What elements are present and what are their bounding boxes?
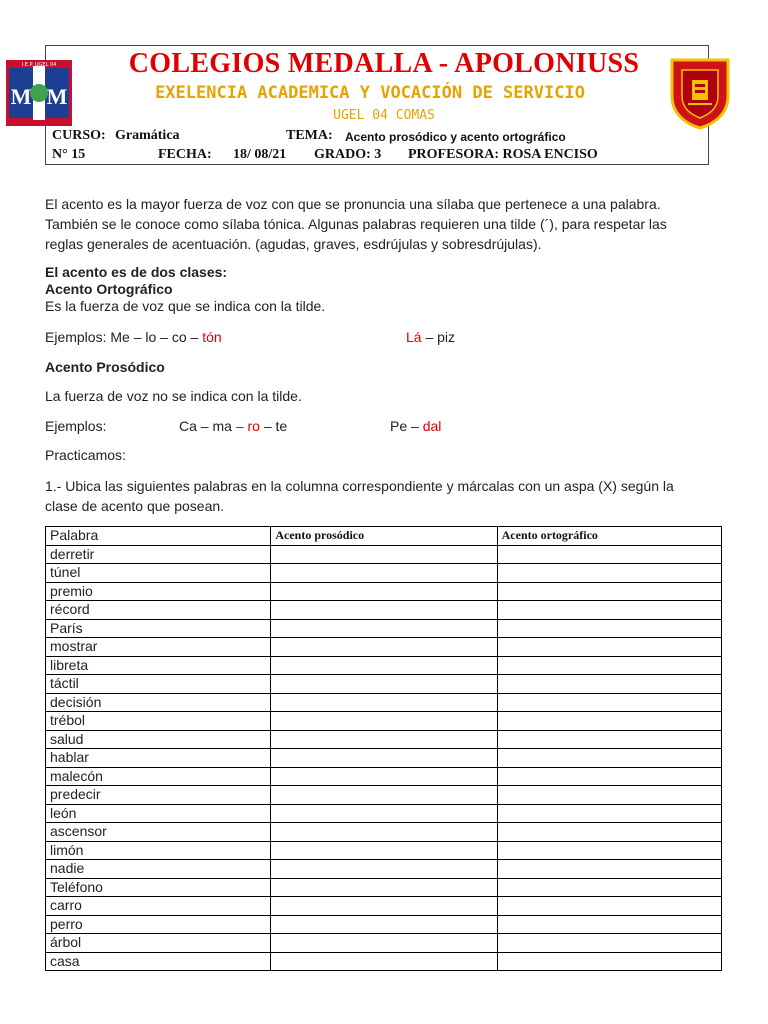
table-row	[46, 545, 722, 564]
column-header-palabra: Palabra	[46, 527, 271, 546]
table-row	[46, 601, 722, 620]
prosodico-answer-cell[interactable]	[271, 582, 497, 601]
table-row	[46, 952, 722, 971]
word-cell: ascensor	[46, 823, 271, 842]
prosodico-example-1	[179, 418, 287, 434]
word-cell: árbol	[46, 934, 271, 953]
table-row	[46, 934, 722, 953]
ortografico-answer-cell[interactable]	[497, 638, 721, 657]
prosodico-answer-cell[interactable]	[271, 564, 497, 583]
prosodico-answer-cell[interactable]	[271, 601, 497, 620]
word-cell: perro	[46, 915, 271, 934]
practice-instruction-line-1: 1.- Ubica las siguientes palabras en la columna correspondiente y márcalas con un aspa (X) según la	[45, 478, 674, 494]
ortografico-answer-cell[interactable]	[497, 675, 721, 694]
word-cell: trébol	[46, 712, 271, 731]
prosodico-example-2-pre: Pe –	[390, 418, 423, 434]
ortografico-example-1-syllables: Ejemplos: Me – lo – co –	[45, 329, 203, 345]
fecha-label: FECHA:	[158, 147, 212, 162]
table-row	[46, 897, 722, 916]
ortografico-answer-cell[interactable]	[497, 823, 721, 842]
word-cell: limón	[46, 841, 271, 860]
word-cell: Teléfono	[46, 878, 271, 897]
word-cell: salud	[46, 730, 271, 749]
table-row	[46, 564, 722, 583]
ortografico-answer-cell[interactable]	[497, 841, 721, 860]
prosodico-answer-cell[interactable]	[271, 545, 497, 564]
table-row	[46, 767, 722, 786]
prosodico-answer-cell[interactable]	[271, 860, 497, 879]
ortografico-answer-cell[interactable]	[497, 897, 721, 916]
prosodico-example-2-stress: dal	[422, 418, 442, 434]
prosodico-answer-cell[interactable]	[271, 915, 497, 934]
ortografico-answer-cell[interactable]	[497, 712, 721, 731]
ortografico-answer-cell[interactable]	[497, 619, 721, 638]
prosodico-answer-cell[interactable]	[271, 712, 497, 731]
prosodico-example-1-stress: – ro	[235, 418, 260, 434]
table-row	[46, 693, 722, 712]
table-row	[46, 841, 722, 860]
word-cell: hablar	[46, 749, 271, 768]
prosodico-answer-cell[interactable]	[271, 749, 497, 768]
prosodico-answer-cell[interactable]	[271, 823, 497, 842]
table-row	[46, 878, 722, 897]
word-cell: mostrar	[46, 638, 271, 657]
table-row	[46, 823, 722, 842]
grado-label: GRADO: 3	[314, 147, 382, 162]
intro-paragraph	[45, 194, 725, 254]
ortografico-answer-cell[interactable]	[497, 601, 721, 620]
ortografico-answer-cell[interactable]	[497, 952, 721, 971]
table-row	[46, 786, 722, 805]
prosodico-answer-cell[interactable]	[271, 693, 497, 712]
ortografico-answer-cell[interactable]	[497, 878, 721, 897]
curso-value: Gramática	[115, 128, 180, 143]
prosodico-answer-cell[interactable]	[271, 841, 497, 860]
ugel-label: UGEL 04 COMAS	[333, 108, 435, 123]
prosodico-answer-cell[interactable]	[271, 878, 497, 897]
ortografico-answer-cell[interactable]	[497, 564, 721, 583]
table-row	[46, 638, 722, 657]
school-motto: EXELENCIA ACADEMICA Y VOCACIÓN DE SERVICIO	[155, 83, 585, 103]
ortografico-answer-cell[interactable]	[497, 860, 721, 879]
intro-line-2: También se le conoce como sílaba tónica. Algunas palabras requieren una tilde (´), para respetar las	[45, 216, 667, 232]
ortografico-example-2-stress: Lá	[406, 329, 422, 345]
table-row	[46, 915, 722, 934]
prosodico-example-1-pre: Ca – ma	[179, 418, 236, 434]
tema-value: Acento prosódico y acento ortográfico	[345, 130, 566, 144]
ortografico-answer-cell[interactable]	[497, 749, 721, 768]
worksheet-number: N° 15	[52, 147, 86, 162]
ortografico-answer-cell[interactable]	[497, 915, 721, 934]
ortografico-example-2	[406, 329, 455, 345]
word-cell: decisión	[46, 693, 271, 712]
ortografico-example-1	[45, 329, 222, 345]
ortografico-heading: Acento Ortográfico	[45, 281, 173, 297]
prosodico-answer-cell[interactable]	[271, 730, 497, 749]
column-header-ortografico: Acento ortográfico	[497, 527, 721, 546]
word-cell: león	[46, 804, 271, 823]
column-header-prosodico: Acento prosódico	[271, 527, 497, 546]
table-row	[46, 860, 722, 879]
tema-label: TEMA:	[286, 128, 333, 143]
word-cell: libreta	[46, 656, 271, 675]
table-header-row	[46, 527, 722, 546]
practice-instruction-line-2: clase de acento que posean.	[45, 498, 225, 514]
word-cell: casa	[46, 952, 271, 971]
practice-instruction	[45, 476, 725, 516]
table-row	[46, 712, 722, 731]
prosodico-examples-label: Ejemplos:	[45, 418, 107, 434]
logo-left-letter-2: M	[46, 84, 68, 109]
prosodico-answer-cell[interactable]	[271, 619, 497, 638]
prosodico-answer-cell[interactable]	[271, 767, 497, 786]
accent-classification-table	[45, 526, 722, 971]
word-cell: nadie	[46, 860, 271, 879]
table-row	[46, 619, 722, 638]
profesora-label: PROFESORA: ROSA ENCISO	[408, 147, 598, 162]
prosodico-heading: Acento Prosódico	[45, 359, 165, 375]
word-cell: París	[46, 619, 271, 638]
prosodico-definition: La fuerza de voz no se indica con la tilde.	[45, 388, 302, 404]
word-cell: récord	[46, 601, 271, 620]
word-cell: premio	[46, 582, 271, 601]
table-row	[46, 749, 722, 768]
prosodico-answer-cell[interactable]	[271, 952, 497, 971]
prosodico-example-2	[390, 418, 441, 434]
table-row	[46, 656, 722, 675]
ortografico-example-1-stress: tón	[202, 329, 222, 345]
ortografico-definition: Es la fuerza de voz que se indica con la tilde.	[45, 298, 326, 314]
prosodico-answer-cell[interactable]	[271, 638, 497, 657]
table-row	[46, 582, 722, 601]
word-cell: predecir	[46, 786, 271, 805]
prosodico-answer-cell[interactable]	[271, 897, 497, 916]
ortografico-answer-cell[interactable]	[497, 582, 721, 601]
ortografico-answer-cell[interactable]	[497, 693, 721, 712]
classes-heading: El acento es de dos clases:	[45, 264, 228, 280]
table-row	[46, 730, 722, 749]
prosodico-answer-cell[interactable]	[271, 934, 497, 953]
table-row	[46, 675, 722, 694]
ortografico-answer-cell[interactable]	[497, 767, 721, 786]
prosodico-answer-cell[interactable]	[271, 656, 497, 675]
fecha-value: 18/ 08/21	[233, 147, 287, 162]
ortografico-answer-cell[interactable]	[497, 730, 721, 749]
word-cell: túnel	[46, 564, 271, 583]
prosodico-answer-cell[interactable]	[271, 804, 497, 823]
prosodico-answer-cell[interactable]	[271, 786, 497, 805]
intro-line-1: El acento es la mayor fuerza de voz con que se pronuncia una sílaba que pertenece a una palabra.	[45, 196, 661, 212]
practice-heading: Practicamos:	[45, 447, 126, 463]
word-cell: malecón	[46, 767, 271, 786]
school-name: COLEGIOS MEDALLA - APOLONIUSS	[128, 48, 640, 79]
intro-line-3: reglas generales de acentuación. (agudas, graves, esdrújulas y sobresdrújulas).	[45, 236, 542, 252]
ortografico-example-2-rest: – piz	[421, 329, 456, 345]
ortografico-answer-cell[interactable]	[497, 804, 721, 823]
curso-label: CURSO:	[52, 128, 106, 143]
word-cell: carro	[46, 897, 271, 916]
prosodico-example-1-post: – te	[259, 418, 288, 434]
ortografico-answer-cell[interactable]	[497, 545, 721, 564]
ortografico-answer-cell[interactable]	[497, 786, 721, 805]
ortografico-answer-cell[interactable]	[497, 934, 721, 953]
word-cell: derretir	[46, 545, 271, 564]
logo-left-caption: I.E.P. UGEL 04	[21, 62, 57, 68]
logo-left-letter-1: M	[10, 84, 32, 109]
prosodico-answer-cell[interactable]	[271, 675, 497, 694]
table-row	[46, 804, 722, 823]
ortografico-answer-cell[interactable]	[497, 656, 721, 675]
word-cell: táctil	[46, 675, 271, 694]
